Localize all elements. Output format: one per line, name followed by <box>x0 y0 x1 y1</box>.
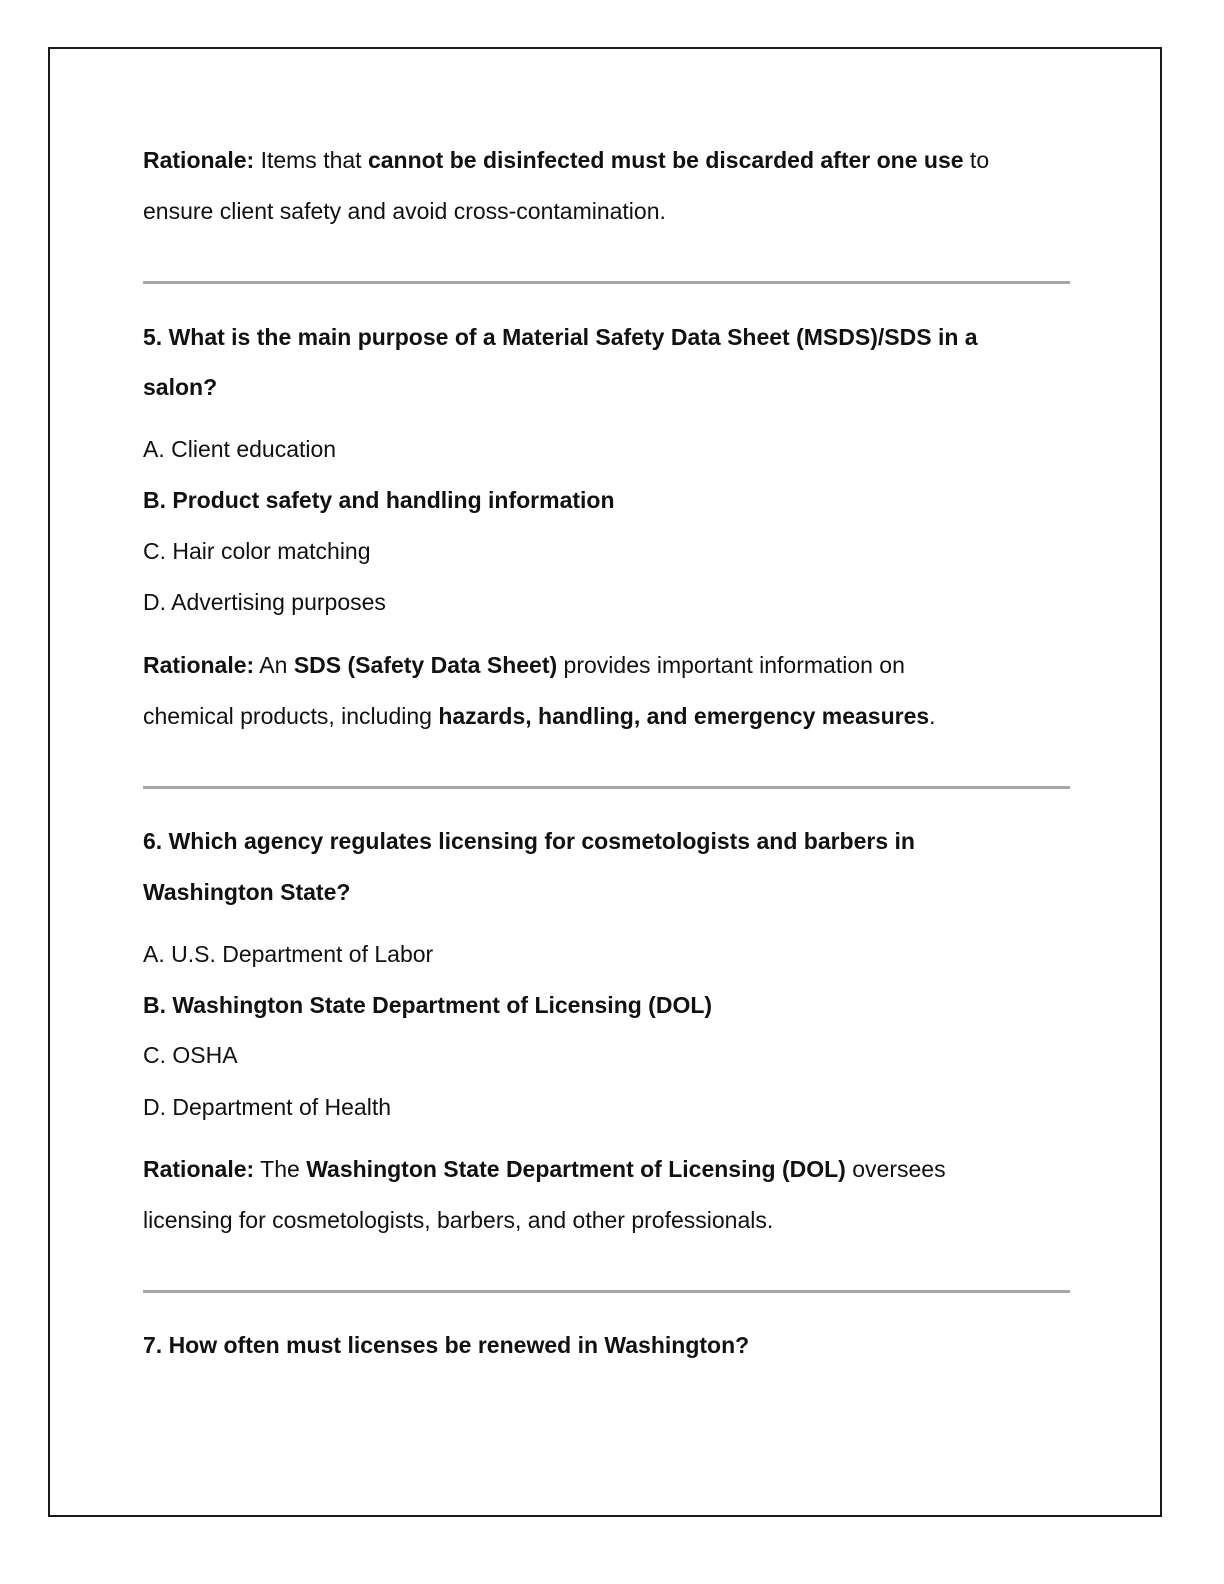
answer-option-b-correct: B. Product safety and handling information <box>143 487 615 513</box>
rationale-label: Rationale: <box>143 652 255 678</box>
answer-option-b-correct: B. Washington State Department of Licensing (DOL) <box>143 992 713 1018</box>
prev-rationale-line-2: ensure client safety and avoid cross-contamination. <box>143 198 666 224</box>
answer-option-d: D. Advertising purposes <box>143 589 386 615</box>
question-6-rationale-line-1: Rationale: The Washington State Department of Licensing (DOL) oversees <box>143 1156 946 1182</box>
rationale-label: Rationale: <box>143 1156 255 1182</box>
page-border <box>48 47 1162 1517</box>
rationale-label: Rationale: <box>143 147 255 173</box>
section-divider <box>143 281 1070 284</box>
question-5-rationale-line-2: chemical products, including hazards, handling, and emergency measures. <box>143 703 936 729</box>
answer-option-a: A. Client education <box>143 436 337 462</box>
answer-option-d: D. Department of Health <box>143 1094 392 1120</box>
question-7-text-line-1: 7. How often must licenses be renewed in Washington? <box>143 1332 750 1358</box>
question-6-rationale-line-2: licensing for cosmetologists, barbers, and other professionals. <box>143 1207 774 1233</box>
question-6-text-line-2: Washington State? <box>143 879 351 905</box>
answer-option-c: C. Hair color matching <box>143 538 371 564</box>
question-5-text-line-1: 5. What is the main purpose of a Material Safety Data Sheet (MSDS)/SDS in a <box>143 324 978 350</box>
question-5-text-line-2: salon? <box>143 374 218 400</box>
question-6-text-line-1: 6. Which agency regulates licensing for cosmetologists and barbers in <box>143 828 915 854</box>
answer-option-a: A. U.S. Department of Labor <box>143 941 434 967</box>
prev-rationale-line-1: Rationale: Items that cannot be disinfected must be discarded after one use to <box>143 147 990 173</box>
section-divider <box>143 1290 1070 1293</box>
question-5-rationale-line-1: Rationale: An SDS (Safety Data Sheet) provides important information on <box>143 652 905 678</box>
answer-option-c: C. OSHA <box>143 1042 238 1068</box>
section-divider <box>143 786 1070 789</box>
